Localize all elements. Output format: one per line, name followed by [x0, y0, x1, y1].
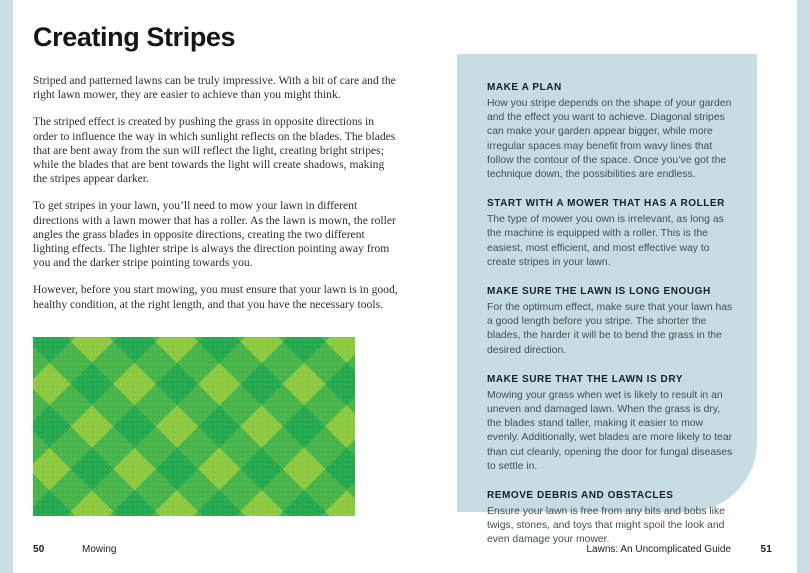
chapter-label: Mowing: [82, 544, 117, 555]
page-title: Creating Stripes: [33, 22, 236, 52]
body-paragraph: Striped and patterned lawns can be truly impressive. With a bit of care and the right lawn mower, they are easier to achieve than you might think.: [33, 74, 396, 102]
tip-heading: MAKE SURE THAT THE LAWN IS DRY: [487, 373, 683, 385]
tip-heading: MAKE SURE THE LAWN IS LONG ENOUGH: [487, 286, 711, 298]
book-title-label: Lawns: An Uncomplicated Guide: [586, 544, 731, 555]
right-page-edge: [797, 0, 810, 573]
tip-body: The type of mower you own is irrelevant, as long as the machine is equipped with a roller. This is the easiest, most efficient, and most effective way to create stripes in your lawn.: [487, 214, 724, 268]
body-paragraph: To get stripes in your lawn, you’ll need to mow your lawn in different directions with a lawn mower that has a roller. As the lawn is mown, the roller angles the grass blades in opposite directions, creating the two different lighting effects. The lighter stripe is always the direction pointing away from you and the darker stripe pointing towards you.: [33, 199, 396, 270]
left-page-number: 50: [33, 544, 45, 555]
tip-heading: REMOVE DEBRIS AND OBSTACLES: [487, 490, 674, 502]
left-page-edge: [0, 0, 13, 573]
tips-panel: [457, 54, 757, 546]
body-copy: [33, 74, 401, 325]
tip-heading: START WITH A MOWER THAT HAS A ROLLER: [487, 198, 725, 210]
tip-body: Mowing your grass when wet is likely to result in an uneven and damaged lawn. When the grass is dry, the blades stand taller, making it easier to mow evenly. Additionally, wet blades are more likely to tear than cut cleanly, opening the door for fungal diseases to settle in.: [487, 389, 733, 472]
tip-body: For the optimum effect, make sure that your lawn has a good length before you stripe. The shorter the blades, the harder it will be to bend the grass in the desired direction.: [487, 302, 733, 356]
body-paragraph: The striped effect is created by pushing the grass in opposite directions in order to influence the way in which sunlight reflects on the blades. The blades that are bent away from the sun will reflect the light, creating bright stripes; while the blades that are bent towards the light will create shadows, making the stripes appear darker.: [33, 115, 396, 186]
tip-heading: MAKE A PLAN: [487, 82, 562, 93]
right-page-number: 51: [760, 544, 772, 555]
lawn-stripes-image: [33, 337, 355, 516]
body-paragraph: However, before you start mowing, you must ensure that your lawn is in good, healthy condition, at the right length, and that you have the necessary tools.: [33, 283, 398, 311]
tip-body: How you stripe depends on the shape of your garden and the effect you want to achieve. Diagonal stripes can make your garden appear bigger, while more irregular spaces may benefit from wavy lines that follow the contour of the space. Once you’ve got the technique down, the possibilities are endless.: [487, 98, 732, 181]
tip-body: Ensure your lawn is free from any bits and bobs like twigs, stones, and toys that might spoil the look and even damage your mower.: [487, 506, 725, 546]
